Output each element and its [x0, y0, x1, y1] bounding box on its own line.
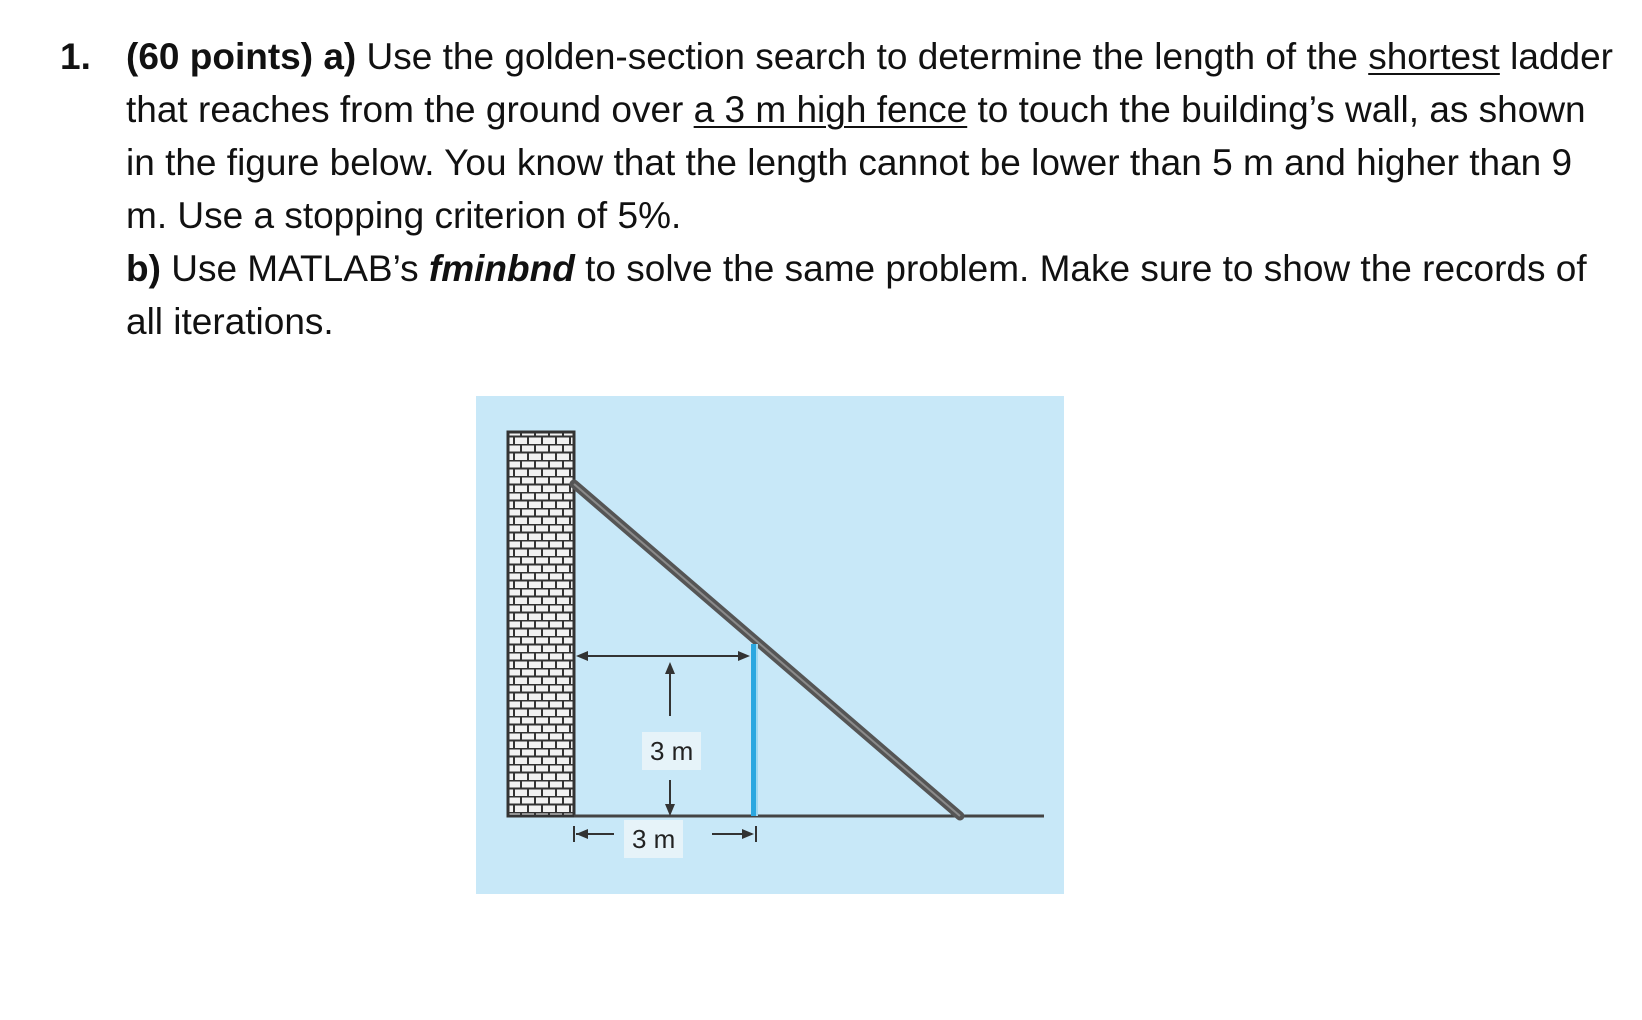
part-b-paragraph: [126, 242, 1620, 348]
problem-number: 1.: [60, 36, 91, 77]
underline-fence: a 3 m high fence: [693, 89, 968, 130]
fence-height-label: 3 m: [642, 732, 701, 770]
points-label: (60 points): [126, 36, 314, 77]
arrowhead-distance-left-icon: [576, 829, 588, 839]
part-a-text-3: to touch the building’s wall, as shown in the figure below. You know that the length cannot be lower than 5 m and higher than 9 m. Use a stopping criterion of 5%.: [126, 89, 1586, 236]
part-b-text-1: Use MATLAB’s: [160, 248, 429, 289]
ladder-diagram: [476, 396, 1064, 894]
part-b-text-2: to solve the same problem. Make sure to show the records of all iterations.: [126, 248, 1587, 342]
underline-shortest: shortest: [1368, 36, 1500, 77]
arrowhead-up-icon: [665, 662, 675, 674]
ladder-highlight: [574, 484, 960, 816]
building-wall: [508, 432, 574, 816]
part-a-text-1: Use the golden-section search to determine the length of the: [356, 36, 1369, 77]
part-b-label: b): [126, 248, 161, 289]
arrowhead-left-icon: [576, 651, 588, 661]
arrowhead-distance-right-icon: [742, 829, 754, 839]
distance-label: 3 m: [624, 820, 683, 858]
part-a-text-2: ladder that reaches from the ground over: [126, 36, 1613, 130]
problem-statement: [60, 30, 1620, 348]
arrowhead-down-icon: [665, 804, 675, 816]
fminbnd-function: fminbnd: [428, 248, 575, 289]
problem-body: [126, 30, 1620, 348]
ladder-figure: [476, 396, 1064, 894]
part-a-paragraph: [126, 30, 1620, 242]
arrowhead-right-icon: [738, 651, 750, 661]
part-a-label: a): [323, 36, 357, 77]
